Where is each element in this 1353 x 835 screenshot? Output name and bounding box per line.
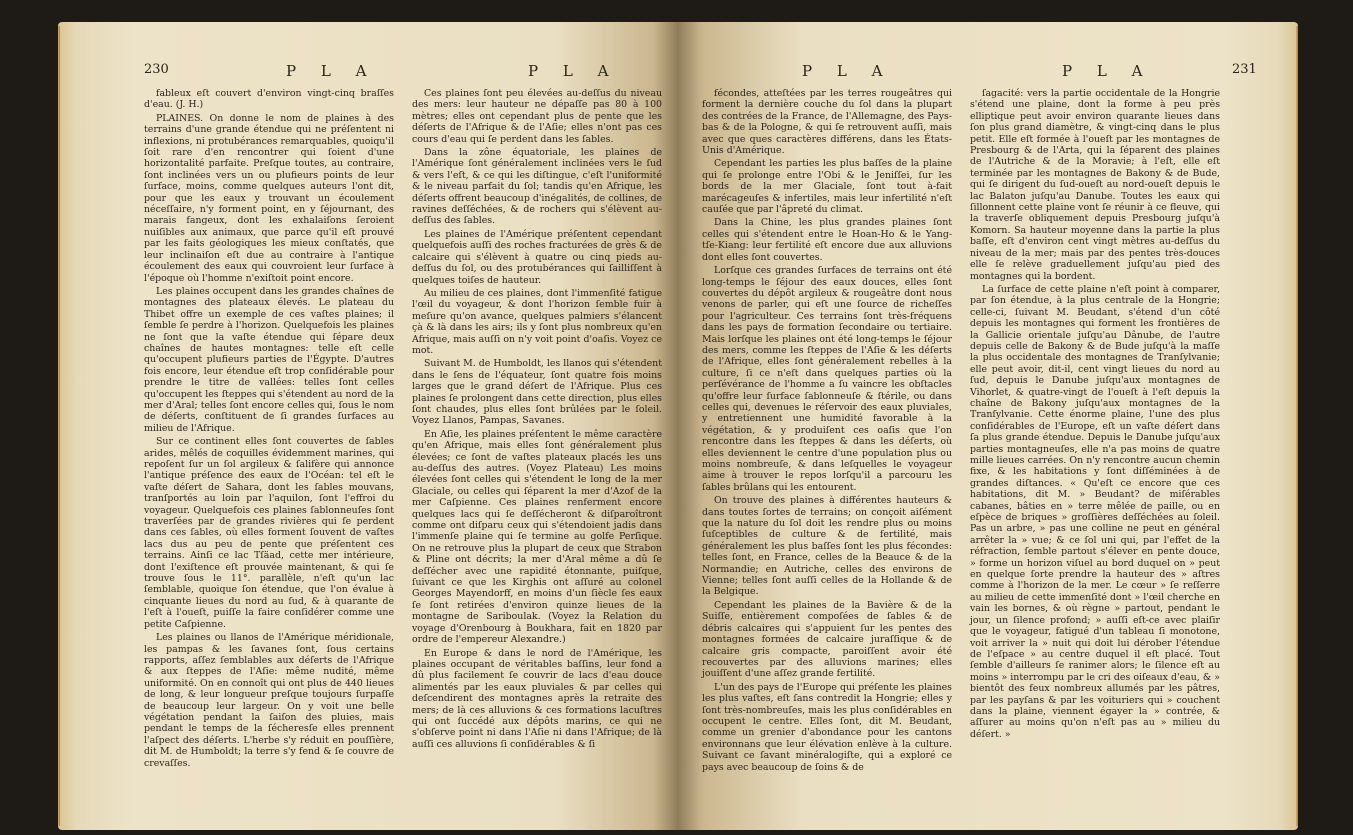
- paragraph: En Europe & dans le nord de l'Amérique, les plaines occupant de véritables baſſins, leur fond a dû plus facilement ſe couvrir de lacs d'eau douce alimentés par les eaux pluviales & par celles qui deſcendirent des montagnes après la retraite des mers; de là ces alluvions & ces formations lacuſtres qui ont ſuccédé aux dépôts marins, ce qui ne s'obſerve point ni dans l'Aſie ni dans l'Afrique; de là auſſi ces alluvions ſi conſidérables & ſi: [412, 647, 662, 750]
- page-number-left: 230: [144, 62, 169, 77]
- paragraph: La ſurface de cette plaine n'eſt point à comparer, par ſon étendue, à la plus centrale de la Hongrie; celle-ci, ſuivant M. Beudant, s'étend d'un côté depuis les montagnes qui forment les frontières de la Gallicie orientale juſqu'au Dânube, de l'autre depuis celle de Bakony & de Bude juſqu'à la maſſe la plus occidentale des montagnes de Tranſylvanie; elle peut avoir, dit-il, cent vingt lieues du nord au ſud, depuis le Danube juſqu'aux montagnes de Vihorlet, & quatre-vingt de l'oueſt à l'eſt depuis la chaîne de Bakony juſqu'aux montagnes de la Tranſylvanie. Cette énorme plaine, l'une des plus conſidérables de l'Europe, eſt un vaſte déſert dans ſa plus grande étendue. Depuis le Danube juſqu'aux parties montagneuſes, elle n'a pas moins de quatre mille lieues carrées. On n'y rencontre aucun chemin fixe, & les habitations y ſont diſſéminées à de grandes diſtances. « Qu'eſt ce encore que ces habitations, dit M. » Beudant? de miſérables cabanes, bâties en » terre mêlée de paille, ou en eſpèce de briques » groſſières deſſéchées au ſoleil. Pas un arbre, » pas une colline ne peut en général arrêter la » vue; & ce ſol uni qui, par l'effet de la réfraction, ſemble partout s'élever en pente douce, » forme un horizon viſuel au bord duquel on » peut en quelque ſorte prendre la hauteur des » aſtres comme à l'horizon de la mer. Le cœur » ſe reſſerre au milieu de cette immenſité dont » l'œil cherche en vain les bornes, & où règne » partout, pendant le jour, un ſilence profond; » auſſi eſt-ce avec plaiſir que le voyageur, fatigué d'un tableau ſi monotone, voit arriver la » nuit qui doit lui dérober l'étendue de l'eſpace » au centre duquel il eſt placé. Tout ſemble d'ailleurs ſe ranimer alors; le ſilence eſt au moins » interrompu par le cri des oiſeaux d'eau, & » bientôt des feux nombreux allumés par les pâtres, par les payſans & par les voituriers qui » couchent dans la plaine, viennent égayer la » contrée, & aſſurer au moins qu'on n'eſt pas au » milieu du déſert. »: [970, 283, 1220, 740]
- paragraph: Cependant les plaines de la Bavière & de la Suiſſe, entièrement compoſées de ſables & de débris calcaires qui s'appuient ſur les pentes des montagnes formées de calcaire juraſſique & de calcaire gris compacte, paroiſſent avoir été recouvertes par des alluvions marines; elles jouiſſent d'une aſſez grande fertilité.: [702, 599, 952, 680]
- left-page-header: [58, 62, 678, 84]
- right-page-edge: [1296, 26, 1298, 826]
- right-page: [678, 22, 1298, 830]
- paragraph: Lorſque ces grandes ſurfaces de terrains ont été long-temps le ſéjour des eaux douces, elles ſont couvertes du dépôt argileux & rougeâtre dont nous venons de parler, qui eſt une ſource de richeſſes pour l'agriculteur. Ces terrains ſont très-fréquens dans les pays de formation ſecondaire ou tertiaire. Mais lorſque les plaines ont été long-temps le ſéjour des mers, comme les ſteppes de l'Aſie & les déſerts de l'Afrique, elles ſont généralement rebelles à la culture, ſi ce n'eſt dans quelques parties où la perſévérance de l'homme a ſu vaincre les obſtacles qu'offre leur ſurface ſablonneuſe & ſtérile, ou dans celles qui, devenues le réſervoir des eaux pluviales, y entretiennent une humidité favorable à la végétation, & y produiſent ces oaſis que l'on rencontre dans les ſteppes & dans les déſerts, où elles deviennent le centre d'une population plus ou moins nombreuſe, & dans leſquelles le voyageur aime à trouver le repos lorſqu'il a parcouru les ſables brûlans qui les entourent.: [702, 265, 952, 493]
- running-head-left-2: P L A: [528, 62, 619, 80]
- right-column-2: [970, 88, 1220, 742]
- paragraph: Cependant les parties les plus baſſes de la plaine qui ſe prolonge entre l'Obi & le Jeniſſei, ſur les bords de la mer Glaciale, ſont tout à-fait marécageuſes & infertiles, mais leur infertilité n'eſt cauſée que par l'âpreté du climat.: [702, 158, 952, 216]
- paragraph: ſagacité: vers la partie occidentale de la Hongrie s'étend une plaine, dont la forme à peu près elliptique peut avoir environ quarante lieues dans ſon plus grand diamètre, & vingt-cinq dans le plus petit. Elle eſt formée à l'oueſt par les montagnes de Presbourg & de l'Arta, qui la ſéparent des plaines de l'Autriche & de la Moravie; à l'eſt, elle eſt terminée par les montagnes de Bakony & de Bude, qui ſe dirigent du ſud-oueſt au nord-oueſt depuis le lac Balaton juſqu'au Danube. Toutes les eaux qui ſillonnent cette plaine vont ſe réunir à ce fleuve, qui la traverſe obliquement depuis Presbourg juſqu'à Komorn. Sa hauteur moyenne dans la partie la plus baſſe, eſt d'environ cent vingt mètres au-deſſus du niveau de la mer; mais par des pentes très-douces elle ſe relève graduellement juſqu'au pied des montagnes qui la bordent.: [970, 88, 1220, 282]
- running-head-left-1: P L A: [286, 62, 377, 80]
- paragraph: En Aſie, les plaines préſentent le même caractère qu'en Afrique, mais elles ſont généralement plus élevées; ce ſont de vaſtes plateaux placés les uns au-deſſus des autres. (Voyez Plateau) Les moins élevées ſont celles qui s'étendent le long de la mer Glaciale, ou celles qui ſéparent la mer d'Azof de la mer Caſpienne. Ces plaines renferment encore quelques lacs qui ſe deſſécheront & diſparoîtront comme ont diſparu ceux qui s'étendoient jadis dans l'immenſe plaine qui ſe termine au golfe Perſique. On ne retrouve plus la plupart de ceux que Strabon & Pline ont décrits; la mer d'Aral même a dû ſe deſſécher avec une rapidité étonnante, puiſque, ſuivant ce que les Kirghis ont aſſuré au colonel Georges Mayendorff, en moins d'un ſiècle ſes eaux ſe ſont retirées d'environ quinze lieues de la montagne de Sariboulak. (Voyez la Relation du voyage d'Orenbourg à Boukhara, fait en 1820 par ordre de l'empereur Alexandre.): [412, 428, 662, 646]
- right-column-1: [702, 88, 952, 775]
- paragraph: On trouve des plaines à différentes hauteurs & dans toutes ſortes de terrains; on conçoit aiſément que la nature du ſol doit les rendre plus ou moins ſuſceptibles de culture & de fertilité, mais généralement les plus baſſes ſont les plus fécondes: telles ſont, en France, celles de la Beauce & de la Normandie; en Autriche, celles des environs de Vienne; telles ſont auſſi celles de la Hollande & de la Belgique.: [702, 495, 952, 598]
- paragraph: fableux eſt couvert d'environ vingt-cinq braſſes d'eau. (J. H.): [144, 88, 394, 111]
- paragraph: Ces plaines ſont peu élevées au-deſſus du niveau des mers: leur hauteur ne dépaſſe pas 80 à 100 mètres; elles ont cependant plus de pente que les déſerts de l'Afrique & de l'Aſie; elles n'ont pas ces cours d'eau qui ſe perdent dans les ſables.: [412, 88, 662, 145]
- left-column-2: [412, 88, 662, 752]
- paragraph: Dans la zône équatoriale, les plaines de l'Amérique ſont généralement inclinées vers le ſud & vers l'eſt, & ce qui les diſtingue, c'eſt l'uniformité & le niveau parfait du ſol; tandis qu'en Afrique, les déſerts offrent beaucoup d'inégalités, de collines, de ravines deſſéchées, & de rochers qui s'élèvent au-deſſus des ſables.: [412, 147, 662, 227]
- right-page-header: [678, 62, 1298, 84]
- paragraph: fécondes, atteſtées par les terres rougeâtres qui forment la dernière couche du ſol dans la plupart des contrées de la France, de l'Allemagne, des Pays-bas & de la Pologne, & qui ſe retrouvent auſſi, mais avec que ques caractères différens, dans les États-Unis d'Amérique.: [702, 88, 952, 157]
- open-book: [58, 22, 1298, 830]
- paragraph: Les plaines ou llanos de l'Amérique méridionale, les pampas & les ſavanes ſont, ſous certains rapports, aſſez ſemblables aux déſerts de l'Afrique & aux ſteppes de l'Aſie: même nudité, même uniformité. On en connoît qui ont plus de 440 lieues de long, & leur longueur preſque toujours ſurpaſſe de beaucoup leur largeur. On y voit une belle végétation pendant la ſaiſon des pluies, mais pendant le temps de la ſécheresſe elles prennent l'aſpect des déſerts. L'herbe s'y réduit en pouſſière, dit M. de Humboldt; la terre s'y fend & ſe couvre de crevaſſes.: [144, 632, 394, 769]
- running-head-right-1: P L A: [802, 62, 893, 80]
- left-page: [58, 22, 678, 830]
- left-column-1: [144, 88, 394, 771]
- paragraph: Au milieu de ces plaines, dont l'immenſité fatigue l'œil du voyageur, & dont l'horizon ſemble fuir à meſure qu'on avance, quelques palmiers s'élancent çà & là dans les airs; ils y ſont plus nombreux qu'en Afrique, mais auſſi on n'y voit point d'oaſis. Voyez ce mot.: [412, 287, 662, 356]
- paragraph: Dans la Chine, les plus grandes plaines ſont celles qui s'étendent entre le Hoan-Ho & le Yang-tſe-Kiang: leur fertilité eſt encore due aux alluvions dont elles ſont couvertes.: [702, 217, 952, 263]
- paragraph: PLAINES. On donne le nom de plaines à des terrains d'une grande étendue qui ne préſentent ni inflexions, ni protubérances remarquables, quoiqu'il ſoit rare d'en rencontrer qui ſoient d'une horizontalité parfaite. Preſque toutes, au contraire, ſont inclinées vers un ou plufieurs points de leur ſurface, moins, comme quelques auteurs l'ont dit, pour que les eaux y trouvant un écoulement néceſſaire, n'y forment point, en y ſéjournant, des marais fangeux, dont les exhalaiſons ſeroient nuiſibles aux animaux, que parce qu'il eſt prouvé par les faits géologiques les mieux conſtatés, que leur inclinaiſon eſt due au contraire à l'antique écoulement des eaux qui couvroient leur ſurface à l'époque où l'homme n'exiſtoit point encore.: [144, 112, 394, 284]
- paragraph: Les plaines de l'Amérique préſentent cependant quelquefois auſſi des roches fracturées de grès & de calcaire qui s'élèvent à quatre ou cinq pieds au-deſſus du ſol, ou des protubérances qui ſailliſſent à quelques toiſes de hauteur.: [412, 228, 662, 286]
- paragraph: Sur ce continent elles ſont couvertes de ſables arides, mêlés de coquilles évidemment marines, qui repoſent ſur un ſol argileux & ſalifère qui annonce l'antique préſence des eaux de l'Océan: tel eſt le vaſte déſert de Sahara, dont les ſables mouvans, tranſportés au loin par l'aquilon, ſont l'effroi du voyageur. Quelquefois ces plaines ſablonneuſes ſont traverſées par de grandes rivières qui ſe perdent dans ces ſables, où elles forment ſouvent de vaſtes lacs dus au peu de pente que préſentent ces terrains. Ainſi ce lac Tſäad, cette mer intérieure, dont l'exiſtence eſt prouvée maintenant, & qui ſe trouve ſous le 11°. parallèle, n'eſt qu'un lac ſemblable, quoique ſon étendue, que l'on évalue à cinquante lieues du nord au ſud, & à quarante de l'eſt à l'oueſt, puiſſe la faire conſidérer comme une petite Caſpienne.: [144, 436, 394, 630]
- running-head-right-2: P L A: [1062, 62, 1153, 80]
- paragraph: L'un des pays de l'Europe qui préſente les plaines les plus vaſtes, eſt ſans contredit la Hongrie; elles y ſont très-nombreuſes, mais les plus conſidérables en occupent le centre. Elles ſont, dit M. Beudant, comme un grenier d'abondance pour les cantons environnans que leur élévation enlève à la culture. Suivant ce ſavant minéralogiſte, qui a exploré ce pays avec beaucoup de ſoins & de: [702, 681, 952, 773]
- page-number-right: 231: [1232, 62, 1257, 77]
- paragraph: Les plaines occupent dans les grandes chaînes de montagnes des plateaux élevés. Le plateau du Thibet offre un exemple de ces vaſtes plaines; il ſemble ſe perdre à l'horizon. Quelquefois les plaines ne ſont que la vaſte étendue qui ſépare deux chaînes de hautes montagnes: telle eſt celle qu'occupent plufieurs parties de l'Égypte. D'autres fois encore, leur étendue eſt trop conſidérable pour prendre le titre de vallées: telles ſont celles qu'occupent les ſteppes qui s'étendent au nord de la mer d'Aral; telles ſont encore celles qui, ſous le nom de déſerts, conſtituent de ſi grandes ſurfaces au milieu de l'Afrique.: [144, 285, 394, 434]
- paragraph: Suivant M. de Humboldt, les llanos qui s'étendent dans le ſens de l'équateur, ſont quatre fois moins larges que le grand déſert de l'Afrique. Plus ces plaines ſe prolongent dans cette direction, plus elles ſont chaudes, plus elles ſont brûlées par le ſoleil. Voyez Llanos, Pampas, Savanes.: [412, 358, 662, 427]
- left-page-edge: [58, 26, 60, 826]
